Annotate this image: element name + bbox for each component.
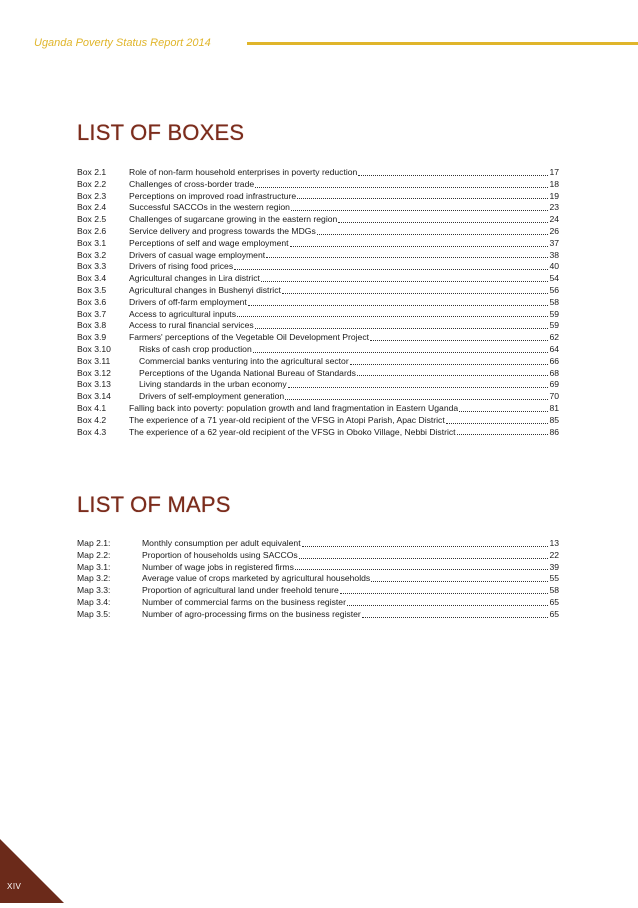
entry-number: Box 2.4 <box>77 202 107 213</box>
entry-title: Proportion of agricultural land under freehold tenure <box>142 585 339 596</box>
corner-triangle <box>0 839 64 903</box>
box-entry[interactable] <box>77 226 559 238</box>
entry-page-number: 81 <box>549 402 559 413</box>
dot-leader <box>358 175 548 176</box>
box-entry[interactable] <box>77 273 559 285</box>
entry-title: Number of agro-processing firms on the business register <box>142 608 361 619</box>
entry-page-number: 18 <box>549 178 559 189</box>
box-entry[interactable] <box>77 179 559 191</box>
box-entry[interactable] <box>77 368 559 380</box>
map-entry[interactable] <box>77 573 559 585</box>
entry-number: Box 3.3 <box>77 261 107 272</box>
dot-leader <box>261 281 549 282</box>
entry-number: Box 2.3 <box>77 190 107 201</box>
entry-title: Perceptions of the Uganda National Bureau of Standards <box>139 367 356 378</box>
dot-leader <box>234 269 548 270</box>
box-entry[interactable] <box>77 238 559 250</box>
entry-number: Box 3.14 <box>77 391 111 402</box>
entry-number: Map 2.2: <box>77 549 111 560</box>
entry-page-number: 26 <box>549 225 559 236</box>
entry-title: Challenges of cross-border trade <box>129 178 255 189</box>
entry-page-number: 70 <box>549 391 559 402</box>
dot-leader <box>248 305 549 306</box>
dot-leader <box>266 257 548 258</box>
entry-page-number: 40 <box>549 261 559 272</box>
entry-page-number: 19 <box>549 190 559 201</box>
entry-number: Box 3.5 <box>77 284 107 295</box>
entry-title: Drivers of rising food prices <box>129 261 234 272</box>
box-entry[interactable] <box>77 250 559 262</box>
entry-number: Map 3.5: <box>77 608 111 619</box>
entry-title: Drivers of off-farm employment <box>129 296 247 307</box>
dot-leader <box>290 246 549 247</box>
entry-title: The experience of a 71 year-old recipient of the VFSG in Atopi Parish, Apac District <box>129 414 445 425</box>
entry-number: Box 3.1 <box>77 237 107 248</box>
entry-title: Challenges of sugarcane growing in the eastern region <box>129 214 338 225</box>
entry-number: Box 3.2 <box>77 249 107 260</box>
dot-leader <box>295 569 549 570</box>
dot-leader <box>446 423 549 424</box>
list-of-maps-heading: LIST OF MAPS <box>77 492 231 517</box>
entry-page-number: 62 <box>549 332 559 343</box>
entry-number: Box 3.9 <box>77 332 107 343</box>
entry-number: Box 3.10 <box>77 343 111 354</box>
box-entry[interactable] <box>77 356 559 368</box>
entry-title: Number of commercial farms on the business register <box>142 596 346 607</box>
entry-title: Agricultural changes in Bushenyi district <box>129 284 281 295</box>
box-entry[interactable] <box>77 344 559 356</box>
entry-page-number: 38 <box>549 249 559 260</box>
dot-leader <box>302 546 549 547</box>
entry-title: Average value of crops marketed by agricultural households <box>142 573 371 584</box>
entry-number: Box 3.6 <box>77 296 107 307</box>
entry-page-number: 39 <box>549 561 559 572</box>
entry-number: Box 3.4 <box>77 273 107 284</box>
box-entry[interactable] <box>77 191 559 203</box>
entry-page-number: 56 <box>549 284 559 295</box>
box-entry[interactable] <box>77 320 559 332</box>
entry-page-number: 65 <box>549 608 559 619</box>
entry-title: Access to agricultural inputs <box>129 308 236 319</box>
entry-title: Farmers' perceptions of the Vegetable Oil Development Project <box>129 332 369 343</box>
entry-page-number: 54 <box>549 273 559 284</box>
map-entry[interactable] <box>77 538 559 550</box>
map-entry[interactable] <box>77 550 559 562</box>
map-entry[interactable] <box>77 597 559 609</box>
entry-title: Service delivery and progress towards the MDGs <box>129 225 316 236</box>
entry-number: Box 2.2 <box>77 178 107 189</box>
map-entry[interactable] <box>77 609 559 621</box>
entry-page-number: 58 <box>549 585 559 596</box>
entry-page-number: 59 <box>549 308 559 319</box>
entry-title: Falling back into poverty: population growth and land fragmentation in Eastern Uganda <box>129 402 459 413</box>
dot-leader <box>357 375 549 376</box>
entry-number: Box 2.6 <box>77 225 107 236</box>
entry-number: Map 3.2: <box>77 573 111 584</box>
entry-title: The experience of a 62 year-old recipient of the VFSG in Oboko Village, Nebbi District <box>129 426 456 437</box>
box-entry[interactable] <box>77 427 559 439</box>
entry-number: Box 2.1 <box>77 167 107 177</box>
map-entry[interactable] <box>77 562 559 574</box>
entry-page-number: 69 <box>549 379 559 390</box>
entry-page-number: 59 <box>549 320 559 331</box>
entry-number: Map 2.1: <box>77 538 111 548</box>
dot-leader <box>282 293 549 294</box>
entry-page-number: 37 <box>549 237 559 248</box>
entry-title: Role of non-farm household enterprises in poverty reduction <box>129 167 358 177</box>
entry-number: Box 3.13 <box>77 379 111 390</box>
entry-number: Box 4.1 <box>77 402 107 413</box>
dot-leader <box>338 222 548 223</box>
entry-title: Drivers of self-employment generation <box>139 391 285 402</box>
entry-title: Commercial banks venturing into the agricultural sector <box>139 355 349 366</box>
box-entry[interactable] <box>77 403 559 415</box>
dot-leader <box>340 593 549 594</box>
dot-leader <box>297 198 548 199</box>
entry-number: Map 3.1: <box>77 561 111 572</box>
entry-title: Perceptions on improved road infrastructure <box>129 190 297 201</box>
entry-page-number: 68 <box>549 367 559 378</box>
dot-leader <box>285 399 548 400</box>
header-title: Uganda Poverty Status Report 2014 <box>34 37 211 49</box>
box-entry[interactable] <box>77 214 559 226</box>
entry-number: Box 4.3 <box>77 426 107 437</box>
page-number: XIV <box>7 882 22 891</box>
box-entry[interactable] <box>77 167 559 179</box>
dot-leader <box>299 558 549 559</box>
entry-page-number: 86 <box>549 426 559 437</box>
entry-title: Monthly consumption per adult equivalent <box>142 538 301 548</box>
entry-page-number: 65 <box>549 596 559 607</box>
box-entry[interactable] <box>77 285 559 297</box>
map-entry[interactable] <box>77 585 559 597</box>
entry-page-number: 22 <box>549 549 559 560</box>
entry-title: Proportion of households using SACCOs <box>142 549 298 560</box>
dot-leader <box>317 234 549 235</box>
entry-page-number: 58 <box>549 296 559 307</box>
entry-number: Box 3.7 <box>77 308 107 319</box>
entry-page-number: 13 <box>549 538 559 548</box>
dot-leader <box>457 434 549 435</box>
box-entry[interactable] <box>77 261 559 273</box>
page-corner-tab <box>0 839 64 903</box>
dot-leader <box>459 411 548 412</box>
box-entry[interactable] <box>77 391 559 403</box>
entry-number: Box 4.2 <box>77 414 107 425</box>
entry-page-number: 64 <box>549 343 559 354</box>
box-entry[interactable] <box>77 332 559 344</box>
entry-number: Box 3.8 <box>77 320 107 331</box>
entry-title: Drivers of casual wage employment <box>129 249 266 260</box>
dot-leader <box>255 328 549 329</box>
entry-number: Box 3.12 <box>77 367 111 378</box>
dot-leader <box>237 316 548 317</box>
dot-leader <box>370 340 548 341</box>
dot-leader <box>371 581 548 582</box>
box-entry[interactable] <box>77 379 559 391</box>
entry-title: Risks of cash crop production <box>139 343 252 354</box>
list-of-maps <box>77 538 559 621</box>
list-of-boxes-heading: LIST OF BOXES <box>77 120 245 145</box>
entry-number: Map 3.3: <box>77 585 111 596</box>
dot-leader <box>362 617 549 618</box>
dot-leader <box>347 605 548 606</box>
entry-page-number: 23 <box>549 202 559 213</box>
running-header <box>34 36 638 50</box>
box-entry[interactable] <box>77 415 559 427</box>
box-entry[interactable] <box>77 202 559 214</box>
dot-leader <box>291 210 548 211</box>
dot-leader <box>255 187 548 188</box>
box-entry[interactable] <box>77 309 559 321</box>
entry-page-number: 85 <box>549 414 559 425</box>
dot-leader <box>253 352 549 353</box>
entry-number: Box 3.11 <box>77 355 111 366</box>
entry-title: Agricultural changes in Lira district <box>129 273 260 284</box>
entry-page-number: 24 <box>549 214 559 225</box>
entry-page-number: 55 <box>549 573 559 584</box>
entry-number: Map 3.4: <box>77 596 111 607</box>
entry-title: Living standards in the urban economy <box>139 379 287 390</box>
entry-number: Box 2.5 <box>77 214 107 225</box>
entry-page-number: 17 <box>549 167 559 177</box>
dot-leader <box>350 364 549 365</box>
entry-title: Perceptions of self and wage employment <box>129 237 289 248</box>
entry-title: Successful SACCOs in the western region <box>129 202 290 213</box>
header-rule <box>247 42 638 45</box>
dot-leader <box>288 387 549 388</box>
entry-page-number: 66 <box>549 355 559 366</box>
entry-title: Access to rural financial services <box>129 320 254 331</box>
box-entry[interactable] <box>77 297 559 309</box>
list-of-boxes <box>77 167 559 438</box>
entry-title: Number of wage jobs in registered firms <box>142 561 294 572</box>
